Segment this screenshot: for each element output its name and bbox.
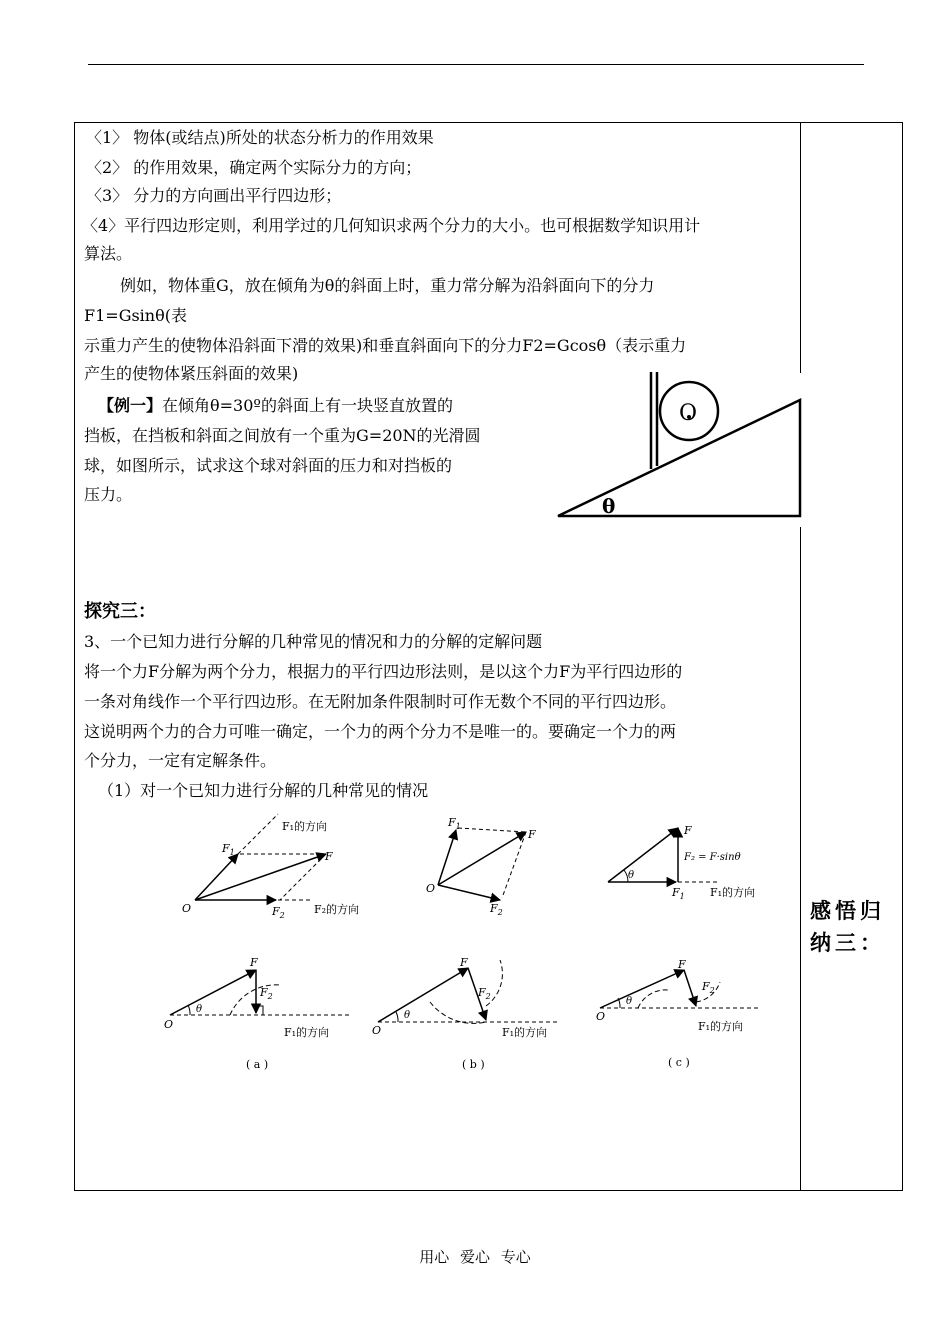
label-f-3: F xyxy=(684,824,692,837)
label-theta-b: θ xyxy=(404,1010,411,1021)
label-f-1: F xyxy=(325,850,333,863)
example1-line-2: 挡板，在挡板和斜面之间放有一个重为G=20N的光滑圆 xyxy=(84,426,481,445)
label-o-1: O xyxy=(182,902,192,915)
label-o-2: O xyxy=(426,882,436,895)
example-line-2: F1=Gsinθ(表 xyxy=(84,306,187,325)
label-f-2: F xyxy=(528,828,536,841)
label-theta-c: θ xyxy=(626,996,633,1007)
ball-label: O xyxy=(679,401,698,426)
force-figures xyxy=(160,810,780,1080)
figure-case-b xyxy=(372,956,560,1071)
label-f-a: F xyxy=(250,956,258,969)
caption-c: ( c ) xyxy=(668,1056,690,1069)
figure-given-directions xyxy=(182,814,359,920)
label-o-b: O xyxy=(372,1024,382,1037)
label-f2-c: $F_2$ xyxy=(702,980,715,995)
explore-title: 探究三： xyxy=(84,601,156,622)
label-f1-direction-b: F₁的方向 xyxy=(502,1026,548,1039)
example1-text-1: 在倾角θ=30º的斜面上有一块竖直放置的 xyxy=(162,396,453,415)
label-f-c: F xyxy=(678,958,686,971)
explore-para-1: 将一个力F分解为两个分力，根据力的平行四边形法则，是以这个力F为平行四边形的 xyxy=(84,662,683,681)
column-divider-bottom xyxy=(800,527,801,1191)
label-theta-a: θ xyxy=(196,1004,203,1015)
example-line-1: 例如，物体重G，放在倾角为θ的斜面上时，重力常分解为沿斜面向下的分力 xyxy=(120,276,655,295)
label-f2-direction-1: F₂的方向 xyxy=(314,903,360,916)
step-3: 〈3〉 分力的方向画出平行四边形； xyxy=(86,186,342,205)
column-divider-top xyxy=(800,122,801,373)
label-f2-eq-3: F₂ = F·sinθ xyxy=(684,852,741,863)
explore-para-4: 个分力，一定有定解条件。 xyxy=(84,751,277,770)
figure-right-triangle xyxy=(608,824,755,901)
figure-case-a xyxy=(164,956,350,1071)
example1-line-4: 压力。 xyxy=(84,485,133,504)
incline-figure xyxy=(550,370,810,525)
step-4: 〈4〉平行四边形定则，利用学过的几何知识求两个分力的大小。也可根据数学知识用计 xyxy=(82,216,701,235)
label-f1-direction-c: F₁的方向 xyxy=(698,1020,744,1033)
summary-label: 感悟归纳三： xyxy=(810,899,885,955)
label-f1-3: $F_1$ xyxy=(672,886,685,901)
label-f-b: F xyxy=(460,956,468,969)
step-1: 〈1〉 物体(或结点)所处的状态分析力的作用效果 xyxy=(86,128,434,147)
angle-label: θ xyxy=(602,494,616,518)
label-f1-1: $F_1$ xyxy=(222,842,235,857)
footer-motto: 用心 爱心 专心 xyxy=(419,1248,531,1266)
label-f1-direction-3: F₁的方向 xyxy=(710,886,756,899)
explore-para-3: 这说明两个力的合力可唯一确定，一个力的两个分力不是唯一的。要确定一个力的两 xyxy=(84,722,677,741)
label-f1-2: $F_1$ xyxy=(448,816,461,831)
label-f1-direction-a: F₁的方向 xyxy=(284,1026,330,1039)
example1-line-3: 球，如图所示，试求这个球对斜面的压力和对挡板的 xyxy=(84,456,453,475)
example1-line-1 xyxy=(98,396,453,416)
step-4-cont: 算法。 xyxy=(84,244,133,263)
label-f2-b: $F_2$ xyxy=(478,986,491,1001)
example1-tag: 【例一】 xyxy=(98,396,163,415)
explore-subheading: （1）对一个已知力进行分解的几种常见的情况 xyxy=(98,781,429,800)
label-f2-2: $F_2$ xyxy=(490,902,503,917)
label-theta-3: θ xyxy=(628,870,635,881)
header-rule xyxy=(88,64,864,65)
figure-given-magnitudes xyxy=(426,816,536,917)
label-f1-direction-1: F₁的方向 xyxy=(282,820,328,833)
label-f2-1: $F_2$ xyxy=(272,905,285,920)
step-2: 〈2〉 的作用效果，确定两个实际分力的方向； xyxy=(86,158,422,177)
explore-para-2: 一条对角线作一个平行四边形。在无附加条件限制时可作无数个不同的平行四边形。 xyxy=(84,692,677,711)
example-line-4: 产生的使物体紧压斜面的效果) xyxy=(84,364,299,383)
example-line-3: 示重力产生的使物体沿斜面下滑的效果)和垂直斜面向下的分力F2=Gcosθ（表示重力 xyxy=(84,336,687,355)
label-o-c: O xyxy=(596,1010,606,1023)
label-o-a: O xyxy=(164,1018,174,1031)
caption-b: ( b ) xyxy=(462,1058,485,1071)
label-f2-a: $F_2$ xyxy=(260,986,273,1001)
caption-a: ( a ) xyxy=(246,1058,269,1071)
explore-heading: 3、一个已知力进行分解的几种常见的情况和力的分解的定解问题 xyxy=(84,632,543,651)
figure-case-c xyxy=(596,958,760,1069)
